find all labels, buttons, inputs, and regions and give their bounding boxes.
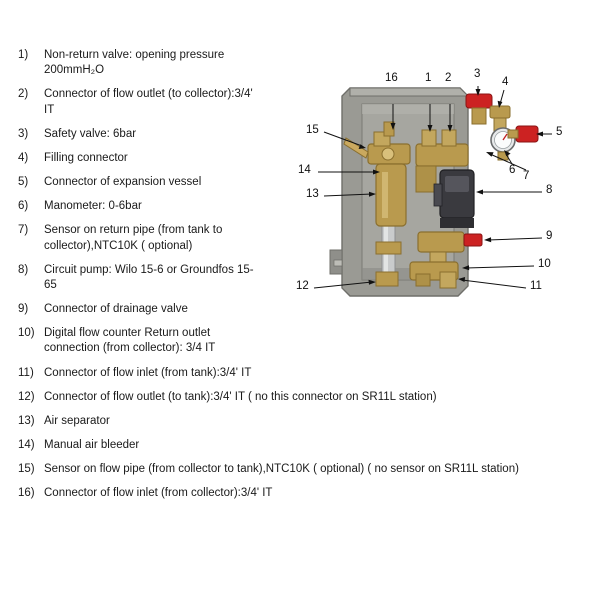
- callout-14: 14: [298, 164, 311, 176]
- callout-16: 16: [385, 72, 398, 84]
- callout-13: 13: [306, 188, 319, 200]
- list-item: [18, 390, 538, 405]
- legend-number: 13): [18, 414, 35, 427]
- legend-text: Sensor on return pipe (from tank to collector),NTC10K ( optional): [44, 224, 223, 252]
- callout-3: 3: [474, 68, 481, 80]
- callout-7: 7: [523, 170, 530, 182]
- legend-text: Connector of drainage valve: [44, 303, 188, 316]
- legend-number: 4): [18, 151, 29, 164]
- legend-text: Non-return valve: opening pressure 200mmH₂O: [44, 49, 225, 77]
- legend-text: Digital flow counter Return outlet connection (from collector): 3/4 IT: [44, 327, 216, 355]
- legend-text: Circuit pump: Wilo 15-6 or Groundfos 15-65: [44, 263, 254, 291]
- legend-number: 11): [18, 366, 34, 379]
- list-item: [18, 438, 538, 453]
- callout-2: 2: [445, 72, 452, 84]
- callout-11: 11: [530, 280, 542, 292]
- legend-text: Connector of expansion vessel: [44, 176, 202, 189]
- legend-text: Connector of flow outlet (to tank):3/4' IT ( no this connector on SR11L station): [44, 390, 437, 403]
- callout-8: 8: [546, 184, 553, 196]
- circuit-pump: [434, 170, 474, 228]
- list-item: [18, 486, 538, 501]
- legend-number: 2): [18, 88, 29, 101]
- legend-text: Safety valve: 6bar: [44, 127, 137, 140]
- safety-valve: [466, 94, 492, 124]
- callout-4: 4: [502, 76, 509, 88]
- callout-9: 9: [546, 230, 553, 242]
- legend-number: 15): [18, 463, 35, 476]
- callout-1: 1: [425, 72, 432, 84]
- legend-number: 8): [18, 263, 29, 276]
- legend-text: Sensor on flow pipe (from collector to tank),NTC10K ( optional) ( no sensor on SR11L station): [44, 463, 519, 476]
- legend-number: 12): [18, 390, 35, 403]
- callout-12: 12: [296, 280, 309, 292]
- list-item: [18, 462, 538, 477]
- callout-6: 6: [509, 164, 516, 176]
- legend-text: Connector of flow inlet (from collector):3/4' IT: [44, 487, 273, 500]
- pump-station-illustration: [290, 60, 590, 340]
- legend-text: Connector of flow inlet (from tank):3/4' IT: [44, 366, 252, 379]
- legend-number: 3): [18, 127, 29, 140]
- legend-text: Air separator: [44, 414, 110, 427]
- legend-number: 16): [18, 487, 35, 500]
- list-item: [18, 414, 538, 429]
- callout-5: 5: [556, 126, 563, 138]
- callout-15: 15: [306, 124, 319, 136]
- legend-number: 7): [18, 224, 29, 237]
- legend-text: Manometer: 0-6bar: [44, 200, 142, 213]
- legend-text: Filling connector: [44, 151, 128, 164]
- legend-number: 5): [18, 176, 29, 189]
- list-item: [18, 366, 538, 381]
- legend-number: 9): [18, 303, 29, 316]
- legend-text: Manual air bleeder: [44, 439, 140, 452]
- callout-10: 10: [538, 258, 551, 270]
- legend-number: 10): [18, 327, 35, 340]
- legend-number: 1): [18, 49, 29, 61]
- bottom-left-outlet: [376, 272, 398, 286]
- legend-number: 14): [18, 439, 35, 452]
- legend-number: 6): [18, 200, 29, 213]
- legend-text: Connector of flow outlet (to collector):3/4' IT: [44, 88, 253, 116]
